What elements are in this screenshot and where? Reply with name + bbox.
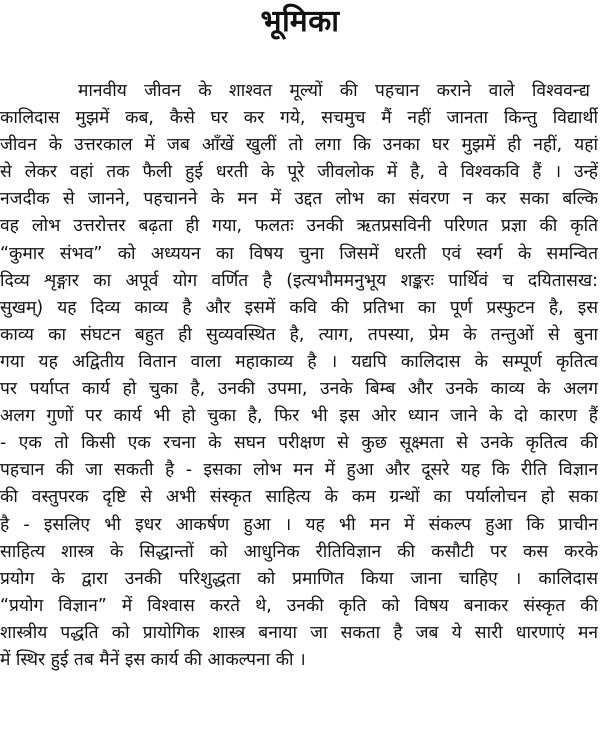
paragraph-line: साहित्य शास्त्र के सिद्धान्तों को आधुनिक रीतिविज्ञान की कसौटी पर कस करके [0, 541, 598, 562]
paragraph-line: शास्त्रीय पद्धति को प्रायोगिक शास्त्र बनाया जा सकता है जब ये सारी धारणाएं मन [0, 622, 598, 643]
paragraph-line: की वस्तुपरक दृष्टि से अभी संस्कृत साहित्य के कम ग्रन्थों का पर्यालोचन हो सका [0, 487, 598, 508]
paragraph-line: “प्रयोग विज्ञान” में विश्वास करते थे, उनकी कृति को विषय बनाकर संस्कृत की [0, 595, 598, 616]
paragraph-line: काव्य का संघटन बहुत ही सुव्यवस्थित है, त्याग, तपस्या, प्रेम के तन्तुओं से बुना [0, 324, 598, 345]
paragraph-line: पर पर्याप्त कार्य हो चुका है, उनकी उपमा, उनके बिम्ब और उनके काव्य के अलग [0, 379, 598, 400]
paragraph-line: “कुमार संभव” को अध्ययन का विषय चुना जिसमें धरती एवं स्वर्ग के समन्वित [0, 243, 598, 264]
paragraph-line: जीवन के उत्तरकाल में जब आँखें खुलीं तो लगा कि उनका घर मुझमें ही नहीं, यहां [0, 135, 598, 156]
paragraph-line: प्रयोग के द्वारा उनकी परिशुद्धता को प्रमाणित किया जाना चाहिए । कालिदास [0, 568, 598, 589]
paragraph-line: गया यह अद्वितीय वितान वाला महाकाव्य है । यद्यपि कालिदास के सम्पूर्ण कृतित्व [0, 351, 598, 372]
paragraph-line: है - इसलिए भी इधर आकर्षण हुआ । यह भी मन में संकल्प हुआ कि प्राचीन [0, 514, 598, 535]
paragraph-line: कालिदास मुझमें कब, कैसे घर कर गये, सचमुच मैं नहीं जानता किन्तु विद्यार्थी [0, 108, 598, 129]
paragraph-line: पहचान की जा सकती है - इसका लोभ मन में हुआ और दूसरे यह कि रीति विज्ञान [0, 460, 598, 481]
paragraph-line: - एक तो किसी एक रचना के सघन परीक्षण से कुछ सूक्ष्मता से उनके कृतित्व की [0, 433, 598, 454]
paragraph-line: नजदीक से जानने, पहचानने के मन में उद्दत लोभ का संवरण न कर सका बल्कि [0, 189, 598, 210]
paragraph-line: मानवीय जीवन के शाश्वत मूल्यों की पहचान कराने वाले विश्ववन्द्य [78, 81, 590, 101]
paragraph-line: से लेकर वहां तक फैली हुई धरती के पूरे जीवलोक में है, वे विश्वकवि हैं । उन्हें [0, 162, 598, 183]
page-title: भूमिका [260, 4, 340, 39]
paragraph-line: सुखम्) यह दिव्य काव्य है और इसमें कवि की प्रतिभा का पूर्ण प्रस्फुटन है, इस [0, 297, 598, 318]
paragraph-line: वह लोभ उत्तरोत्तर बढ़ता ही गया, फलतः उनकी ऋतप्रसविनी परिणत प्रज्ञा की कृति [0, 216, 598, 237]
paragraph-line: अलग गुणों पर कार्य भी हो चुका है, फिर भी इस ओर ध्यान जाने के दो कारण हैं [0, 406, 598, 427]
paragraph-line: में स्थिर हुई तब मैनें इस कार्य की आकल्पना की । [0, 649, 306, 670]
body-paragraph [0, 78, 598, 674]
paragraph-line: दिव्य शृङ्गार का अपूर्व योग वर्णित है (इत्यभौममनुभूय शङ्करः पार्थिवं च दयितासख: [0, 270, 598, 291]
